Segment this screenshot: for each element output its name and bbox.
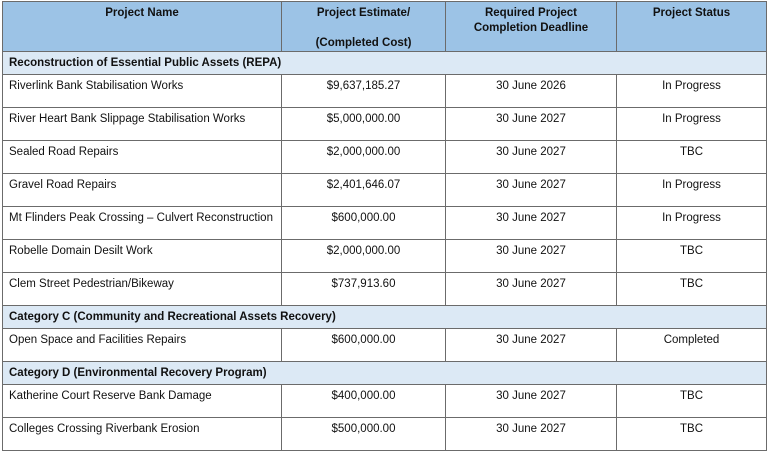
category-title: Category C (Community and Recreational Assets Recovery) xyxy=(3,306,767,329)
project-name-cell: Mt Flinders Peak Crossing – Culvert Reconstruction xyxy=(3,207,282,240)
deadline-cell: 30 June 2027 xyxy=(446,418,617,451)
table-row xyxy=(3,273,767,306)
deadline-cell: 30 June 2027 xyxy=(446,174,617,207)
deadline-cell: 30 June 2027 xyxy=(446,207,617,240)
header-estimate-line2: (Completed Cost) xyxy=(315,37,412,49)
project-name-cell: Clem Street Pedestrian/Bikeway xyxy=(3,273,282,306)
deadline-cell: 30 June 2027 xyxy=(446,240,617,273)
deadline-cell: 30 June 2027 xyxy=(446,273,617,306)
status-cell: In Progress xyxy=(617,174,767,207)
category-row xyxy=(3,362,767,385)
project-name-cell: Riverlink Bank Stabilisation Works xyxy=(3,75,282,108)
table-row xyxy=(3,385,767,418)
table-row xyxy=(3,174,767,207)
deadline-cell: 30 June 2026 xyxy=(446,75,617,108)
category-row xyxy=(3,306,767,329)
estimate-cell: $400,000.00 xyxy=(282,385,446,418)
status-cell: TBC xyxy=(617,273,767,306)
category-row xyxy=(3,52,767,75)
deadline-cell: 30 June 2027 xyxy=(446,385,617,418)
status-cell: TBC xyxy=(617,141,767,174)
deadline-cell: 30 June 2027 xyxy=(446,141,617,174)
table-row xyxy=(3,418,767,451)
estimate-cell: $2,000,000.00 xyxy=(282,141,446,174)
status-cell: In Progress xyxy=(617,75,767,108)
estimate-cell: $9,637,185.27 xyxy=(282,75,446,108)
project-name-cell: Katherine Court Reserve Bank Damage xyxy=(3,385,282,418)
status-cell: In Progress xyxy=(617,207,767,240)
deadline-cell: 30 June 2027 xyxy=(446,329,617,362)
category-title: Reconstruction of Essential Public Assets (REPA) xyxy=(3,52,767,75)
table-body xyxy=(3,52,767,451)
table-row xyxy=(3,141,767,174)
table-row xyxy=(3,240,767,273)
project-name-cell: Sealed Road Repairs xyxy=(3,141,282,174)
deadline-cell: 30 June 2027 xyxy=(446,108,617,141)
table-row xyxy=(3,329,767,362)
estimate-cell: $5,000,000.00 xyxy=(282,108,446,141)
header-project-estimate xyxy=(282,2,446,52)
status-cell: TBC xyxy=(617,240,767,273)
project-name-cell: Gravel Road Repairs xyxy=(3,174,282,207)
estimate-cell: $737,913.60 xyxy=(282,273,446,306)
estimate-cell: $2,000,000.00 xyxy=(282,240,446,273)
header-deadline: Required Project Completion Deadline xyxy=(446,2,617,52)
project-name-cell: Robelle Domain Desilt Work xyxy=(3,240,282,273)
estimate-cell: $500,000.00 xyxy=(282,418,446,451)
header-row xyxy=(3,2,767,52)
estimate-cell: $2,401,646.07 xyxy=(282,174,446,207)
projects-table xyxy=(2,1,767,451)
table-row xyxy=(3,108,767,141)
table-row xyxy=(3,75,767,108)
project-name-cell: Colleges Crossing Riverbank Erosion xyxy=(3,418,282,451)
estimate-cell: $600,000.00 xyxy=(282,207,446,240)
project-name-cell: River Heart Bank Slippage Stabilisation Works xyxy=(3,108,282,141)
status-cell: TBC xyxy=(617,418,767,451)
status-cell: In Progress xyxy=(617,108,767,141)
status-cell: TBC xyxy=(617,385,767,418)
header-estimate-line1: Project Estimate/ xyxy=(316,7,411,19)
project-name-cell: Open Space and Facilities Repairs xyxy=(3,329,282,362)
category-title: Category D (Environmental Recovery Program) xyxy=(3,362,767,385)
header-project-name: Project Name xyxy=(3,2,282,52)
status-cell: Completed xyxy=(617,329,767,362)
header-status: Project Status xyxy=(617,2,767,52)
estimate-cell: $600,000.00 xyxy=(282,329,446,362)
table-row xyxy=(3,207,767,240)
